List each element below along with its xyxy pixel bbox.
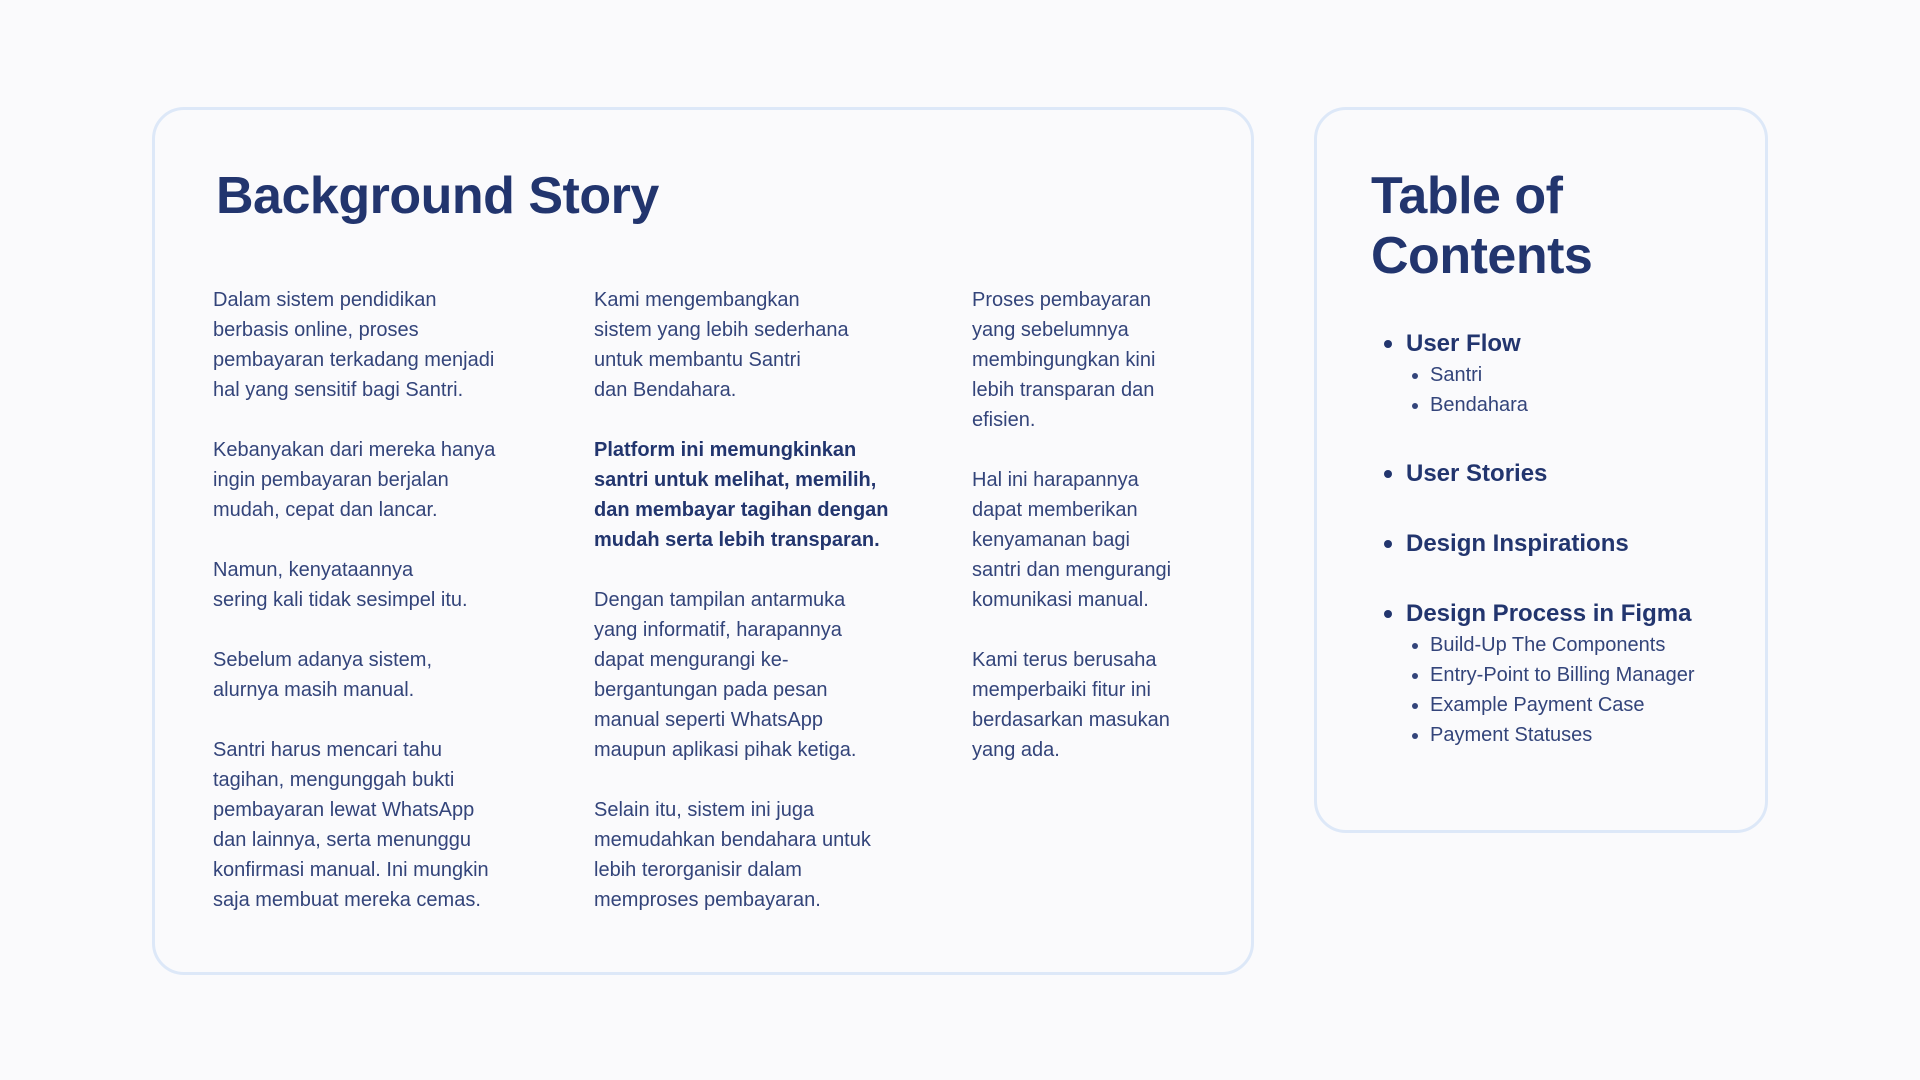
story-column-3 xyxy=(972,285,1212,795)
background-story-card xyxy=(152,107,1254,975)
story-paragraph: Hal ini harapannya dapat memberikan kenyamanan bagi santri dan mengurangi komunikasi manual. xyxy=(972,469,1172,611)
toc-link-user-stories[interactable]: User Stories xyxy=(1406,460,1548,487)
toc-sublist xyxy=(1406,360,1752,420)
toc-section-design-process xyxy=(1382,598,1752,750)
toc-link-user-flow[interactable]: User Flow xyxy=(1406,330,1521,357)
story-paragraph: Namun, kenyataannya sering kali tidak sesimpel itu. xyxy=(213,559,468,611)
story-column-1 xyxy=(213,285,543,945)
story-paragraph: Kebanyakan dari mereka hanya ingin pembayaran berjalan mudah, cepat dan lancar. xyxy=(213,439,496,521)
story-paragraph: Selain itu, sistem ini juga memudahkan bendahara untuk lebih terorganisir dalam memproses pembayaran. xyxy=(594,799,871,911)
story-paragraph: Proses pembayaran yang sebelumnya membingungkan kini lebih transparan dan efisien. xyxy=(972,289,1156,431)
toc-sublist xyxy=(1406,630,1752,750)
story-paragraph: Kami terus berusaha memperbaiki fitur ini berdasarkan masukan yang ada. xyxy=(972,649,1170,761)
table-of-contents-card xyxy=(1314,107,1768,833)
story-paragraph: Sebelum adanya sistem, alurnya masih manual. xyxy=(213,649,433,701)
story-paragraph: Kami mengembangkan sistem yang lebih sederhana untuk membantu Santri dan Bendahara. xyxy=(594,289,849,401)
toc-sublink-build-up-components[interactable]: Build-Up The Components xyxy=(1406,630,1752,660)
toc-sublink-example-payment-case[interactable]: Example Payment Case xyxy=(1406,690,1752,720)
story-column-2 xyxy=(594,285,924,945)
toc-link-design-process[interactable]: Design Process in Figma xyxy=(1406,600,1692,627)
toc-sublink-bendahara[interactable]: Bendahara xyxy=(1406,390,1752,420)
background-story-title: Background Story xyxy=(216,167,659,225)
story-paragraph: Dalam sistem pendidikan berbasis online, proses pembayaran terkadang menjadi hal yang sensitif bagi Santri. xyxy=(213,289,495,401)
story-paragraph: Santri harus mencari tahu tagihan, mengunggah bukti pembayaran lewat WhatsApp dan lainnya, serta menunggu konfirmasi manual. Ini mungkin saja membuat mereka cemas. xyxy=(213,739,489,911)
toc-sublink-entry-point-billing[interactable]: Entry-Point to Billing Manager xyxy=(1406,660,1752,690)
toc-link-design-inspirations[interactable]: Design Inspirations xyxy=(1406,530,1629,557)
toc-list xyxy=(1382,328,1752,788)
table-of-contents-title: Table of Contents xyxy=(1371,167,1593,285)
story-paragraph: Dengan tampilan antarmuka yang informatif, harapannya dapat mengurangi ke- bergantungan pada pesan manual seperti WhatsApp maupun aplikasi pihak ketiga. xyxy=(594,589,857,761)
toc-sublink-payment-statuses[interactable]: Payment Statuses xyxy=(1406,720,1752,750)
toc-section-design-inspirations xyxy=(1382,528,1752,560)
toc-section-user-flow xyxy=(1382,328,1752,420)
story-highlight-paragraph: Platform ini memungkinkan santri untuk melihat, memilih, dan membayar tagihan dengan mudah serta lebih transparan. xyxy=(594,439,889,551)
toc-section-user-stories xyxy=(1382,458,1752,490)
toc-sublink-santri[interactable]: Santri xyxy=(1406,360,1752,390)
